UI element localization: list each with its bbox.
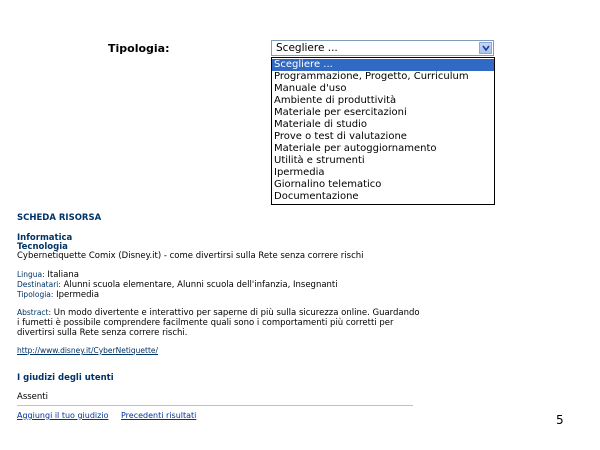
dropdown-option[interactable]: Documentazione bbox=[274, 191, 359, 202]
resource-heading: SCHEDA RISORSA bbox=[17, 213, 102, 223]
resource-lingua bbox=[17, 270, 79, 280]
destinatari-label: Destinatari: bbox=[17, 280, 61, 289]
dropdown-option[interactable]: Ambiente di produttività bbox=[274, 95, 397, 106]
tipologia-label: Tipologia: bbox=[108, 42, 170, 55]
lingua-value: Italiana bbox=[47, 270, 79, 280]
dropdown-option[interactable]: Materiale per autoggiornamento bbox=[274, 143, 437, 154]
lingua-label: Lingua: bbox=[17, 270, 45, 279]
dropdown-option[interactable]: Scegliere ... bbox=[272, 59, 494, 71]
resource-title: Cybernetiquette Comix (Disney.it) - come divertirsi sulla Rete senza correre rischi bbox=[17, 251, 364, 261]
reviews-status: Assenti bbox=[17, 392, 48, 402]
destinatari-value: Alunni scuola elementare, Alunni scuola dell'infanzia, Insegnanti bbox=[63, 280, 338, 290]
abstract-text-2: i fumetti è possibile comprendere facilmente quali sono i comportamenti più corretti per bbox=[17, 318, 394, 328]
abstract-label: Abstract: bbox=[17, 308, 52, 317]
dropdown-option[interactable]: Programmazione, Progetto, Curriculum bbox=[274, 71, 469, 82]
resource-destinatari bbox=[17, 280, 338, 290]
resource-url-link[interactable]: http://www.disney.it/CyberNetiquette/ bbox=[17, 346, 159, 355]
tipologia-field-value: Ipermedia bbox=[56, 290, 100, 300]
abstract-text-1: Un modo divertente e interattivo per saperne di più sulla sicurezza online. Guardando bbox=[53, 308, 420, 318]
previous-results-link[interactable]: Precedenti risultati bbox=[121, 411, 197, 420]
add-review-link[interactable]: Aggiungi il tuo giudizio bbox=[17, 411, 109, 420]
dropdown-option[interactable]: Utilità e strumenti bbox=[274, 155, 365, 166]
divider bbox=[17, 405, 413, 406]
dropdown-option[interactable]: Materiale di studio bbox=[274, 119, 367, 130]
dropdown-arrow-button[interactable] bbox=[479, 42, 492, 54]
chevron-down-icon bbox=[482, 45, 490, 52]
tipologia-select[interactable] bbox=[271, 40, 494, 56]
dropdown-list bbox=[271, 57, 495, 205]
dropdown-option[interactable]: Ipermedia bbox=[274, 167, 325, 178]
abstract-text-3: divertirsi sulla Rete senza correre rischi. bbox=[17, 328, 188, 338]
resource-category: Informatica bbox=[17, 233, 73, 243]
resource-subcategory: Tecnologia bbox=[17, 242, 68, 252]
dropdown-option[interactable]: Materiale per esercitazioni bbox=[274, 107, 407, 118]
dropdown-option[interactable]: Manuale d'uso bbox=[274, 83, 347, 94]
resource-tipologia bbox=[17, 290, 99, 300]
tipologia-field-label: Tipologia: bbox=[17, 290, 54, 299]
select-value: Scegliere ... bbox=[276, 42, 338, 54]
dropdown-option[interactable]: Giornalino telematico bbox=[274, 179, 382, 190]
page-number: 5 bbox=[556, 413, 564, 427]
resource-abstract bbox=[17, 308, 420, 338]
reviews-heading: I giudizi degli utenti bbox=[17, 373, 114, 383]
dropdown-option[interactable]: Prove o test di valutazione bbox=[274, 131, 407, 142]
